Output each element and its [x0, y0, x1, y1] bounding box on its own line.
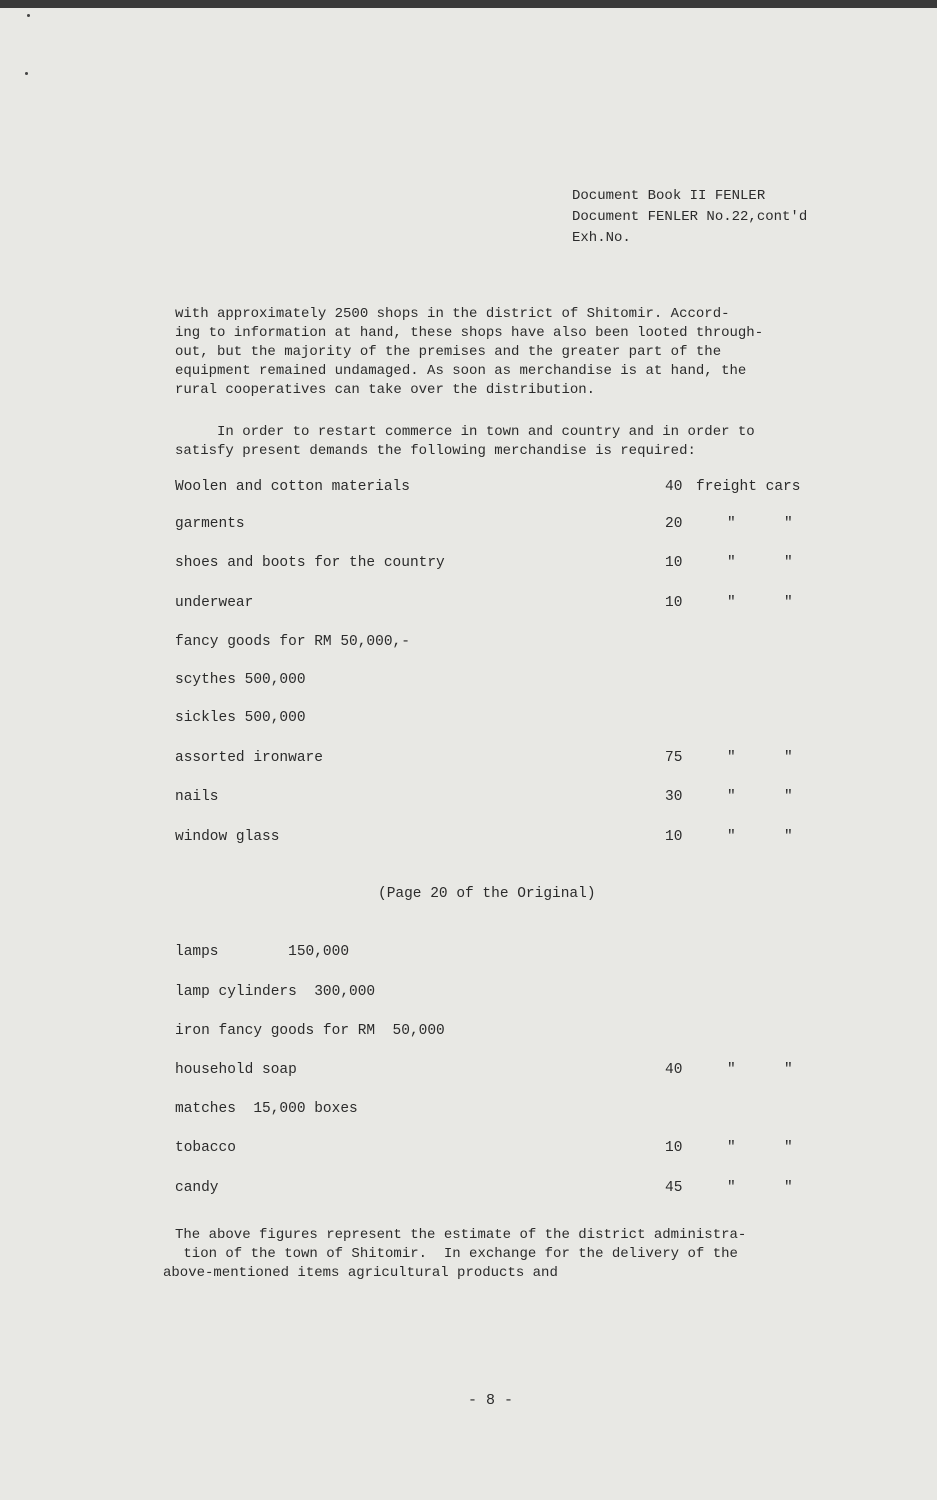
ditto-mark: "	[784, 595, 793, 611]
ditto-mark: "	[784, 789, 793, 805]
scan-speck	[25, 72, 28, 75]
merchandise-unit: freight cars	[696, 479, 801, 495]
ditto-mark: "	[727, 555, 736, 571]
merchandise-row	[175, 672, 835, 692]
intro-paragraph	[175, 305, 845, 400]
merchandise-row	[175, 1023, 835, 1043]
merchandise-row	[175, 1101, 835, 1121]
text-line: equipment remained undamaged. As soon as merchandise is at hand, the	[175, 363, 747, 379]
header-line: Document FENLER No.22,cont'd	[572, 209, 808, 225]
merchandise-row	[175, 829, 835, 849]
header-line: Exh.No.	[572, 230, 631, 246]
ditto-mark: "	[784, 829, 793, 845]
ditto-mark: "	[727, 595, 736, 611]
text-line: satisfy present demands the following merchandise is required:	[175, 443, 696, 459]
document-header	[572, 186, 807, 249]
text-line: out, but the majority of the premises and the greater part of the	[175, 344, 722, 360]
merchandise-row	[175, 750, 835, 770]
merchandise-row	[175, 710, 835, 730]
merchandise-quantity: 20	[665, 516, 683, 532]
ditto-mark: "	[727, 1140, 736, 1156]
merchandise-quantity: 40	[665, 479, 683, 495]
merchandise-row	[175, 1062, 835, 1082]
second-paragraph	[175, 423, 845, 461]
scan-top-edge	[0, 0, 937, 8]
ditto-mark: "	[784, 1140, 793, 1156]
ditto-mark: "	[784, 516, 793, 532]
ditto-mark: "	[784, 555, 793, 571]
ditto-mark: "	[727, 789, 736, 805]
merchandise-name: sickles 500,000	[175, 710, 306, 726]
merchandise-row	[175, 595, 835, 615]
merchandise-quantity: 10	[665, 555, 683, 571]
ditto-mark: "	[784, 1062, 793, 1078]
ditto-mark: "	[727, 516, 736, 532]
merchandise-name: fancy goods for RM 50,000,-	[175, 634, 410, 650]
text-line: with approximately 2500 shops in the district of Shitomir. Accord-	[175, 306, 730, 322]
merchandise-quantity: 75	[665, 750, 683, 766]
merchandise-name: candy	[175, 1180, 219, 1196]
text-line: tion of the town of Shitomir. In exchange for the delivery of the	[175, 1246, 738, 1262]
merchandise-row	[175, 634, 835, 654]
merchandise-row	[175, 789, 835, 809]
merchandise-quantity: 10	[665, 829, 683, 845]
merchandise-name: tobacco	[175, 1140, 236, 1156]
text-line: rural cooperatives can take over the distribution.	[175, 382, 596, 398]
merchandise-name: Woolen and cotton materials	[175, 479, 410, 495]
merchandise-name: iron fancy goods for RM 50,000	[175, 1023, 445, 1039]
merchandise-name: garments	[175, 516, 245, 532]
ditto-mark: "	[784, 750, 793, 766]
text-line: The above figures represent the estimate of the district administra-	[175, 1227, 747, 1243]
page-number: - 8 -	[468, 1392, 514, 1409]
merchandise-quantity: 45	[665, 1180, 683, 1196]
merchandise-row	[175, 984, 835, 1004]
scan-speck	[27, 14, 30, 17]
ditto-mark: "	[727, 750, 736, 766]
merchandise-row	[175, 479, 835, 499]
merchandise-name: shoes and boots for the country	[175, 555, 445, 571]
merchandise-name: lamp cylinders 300,000	[175, 984, 376, 1000]
merchandise-name: household soap	[175, 1062, 297, 1078]
text-line: ing to information at hand, these shops have also been looted through-	[175, 325, 764, 341]
merchandise-name: window glass	[175, 829, 280, 845]
merchandise-name: lamps 150,000	[175, 944, 350, 960]
ditto-mark: "	[784, 1180, 793, 1196]
merchandise-name: assorted ironware	[175, 750, 323, 766]
text-line: above-mentioned items agricultural products and	[163, 1265, 558, 1281]
ditto-mark: "	[727, 1062, 736, 1078]
merchandise-row	[175, 516, 835, 536]
page-note: (Page 20 of the Original)	[378, 886, 596, 902]
closing-paragraph	[163, 1226, 845, 1283]
merchandise-row	[175, 1180, 835, 1200]
ditto-mark: "	[727, 1180, 736, 1196]
merchandise-name: nails	[175, 789, 219, 805]
merchandise-quantity: 30	[665, 789, 683, 805]
merchandise-name: underwear	[175, 595, 254, 611]
merchandise-quantity: 10	[665, 595, 683, 611]
text-line: In order to restart commerce in town and country and in order to	[175, 424, 755, 440]
ditto-mark: "	[727, 829, 736, 845]
merchandise-name: matches 15,000 boxes	[175, 1101, 358, 1117]
merchandise-quantity: 40	[665, 1062, 683, 1078]
merchandise-name: scythes 500,000	[175, 672, 306, 688]
merchandise-row	[175, 944, 835, 964]
merchandise-row	[175, 555, 835, 575]
header-line: Document Book II FENLER	[572, 188, 766, 204]
merchandise-row	[175, 1140, 835, 1160]
merchandise-quantity: 10	[665, 1140, 683, 1156]
